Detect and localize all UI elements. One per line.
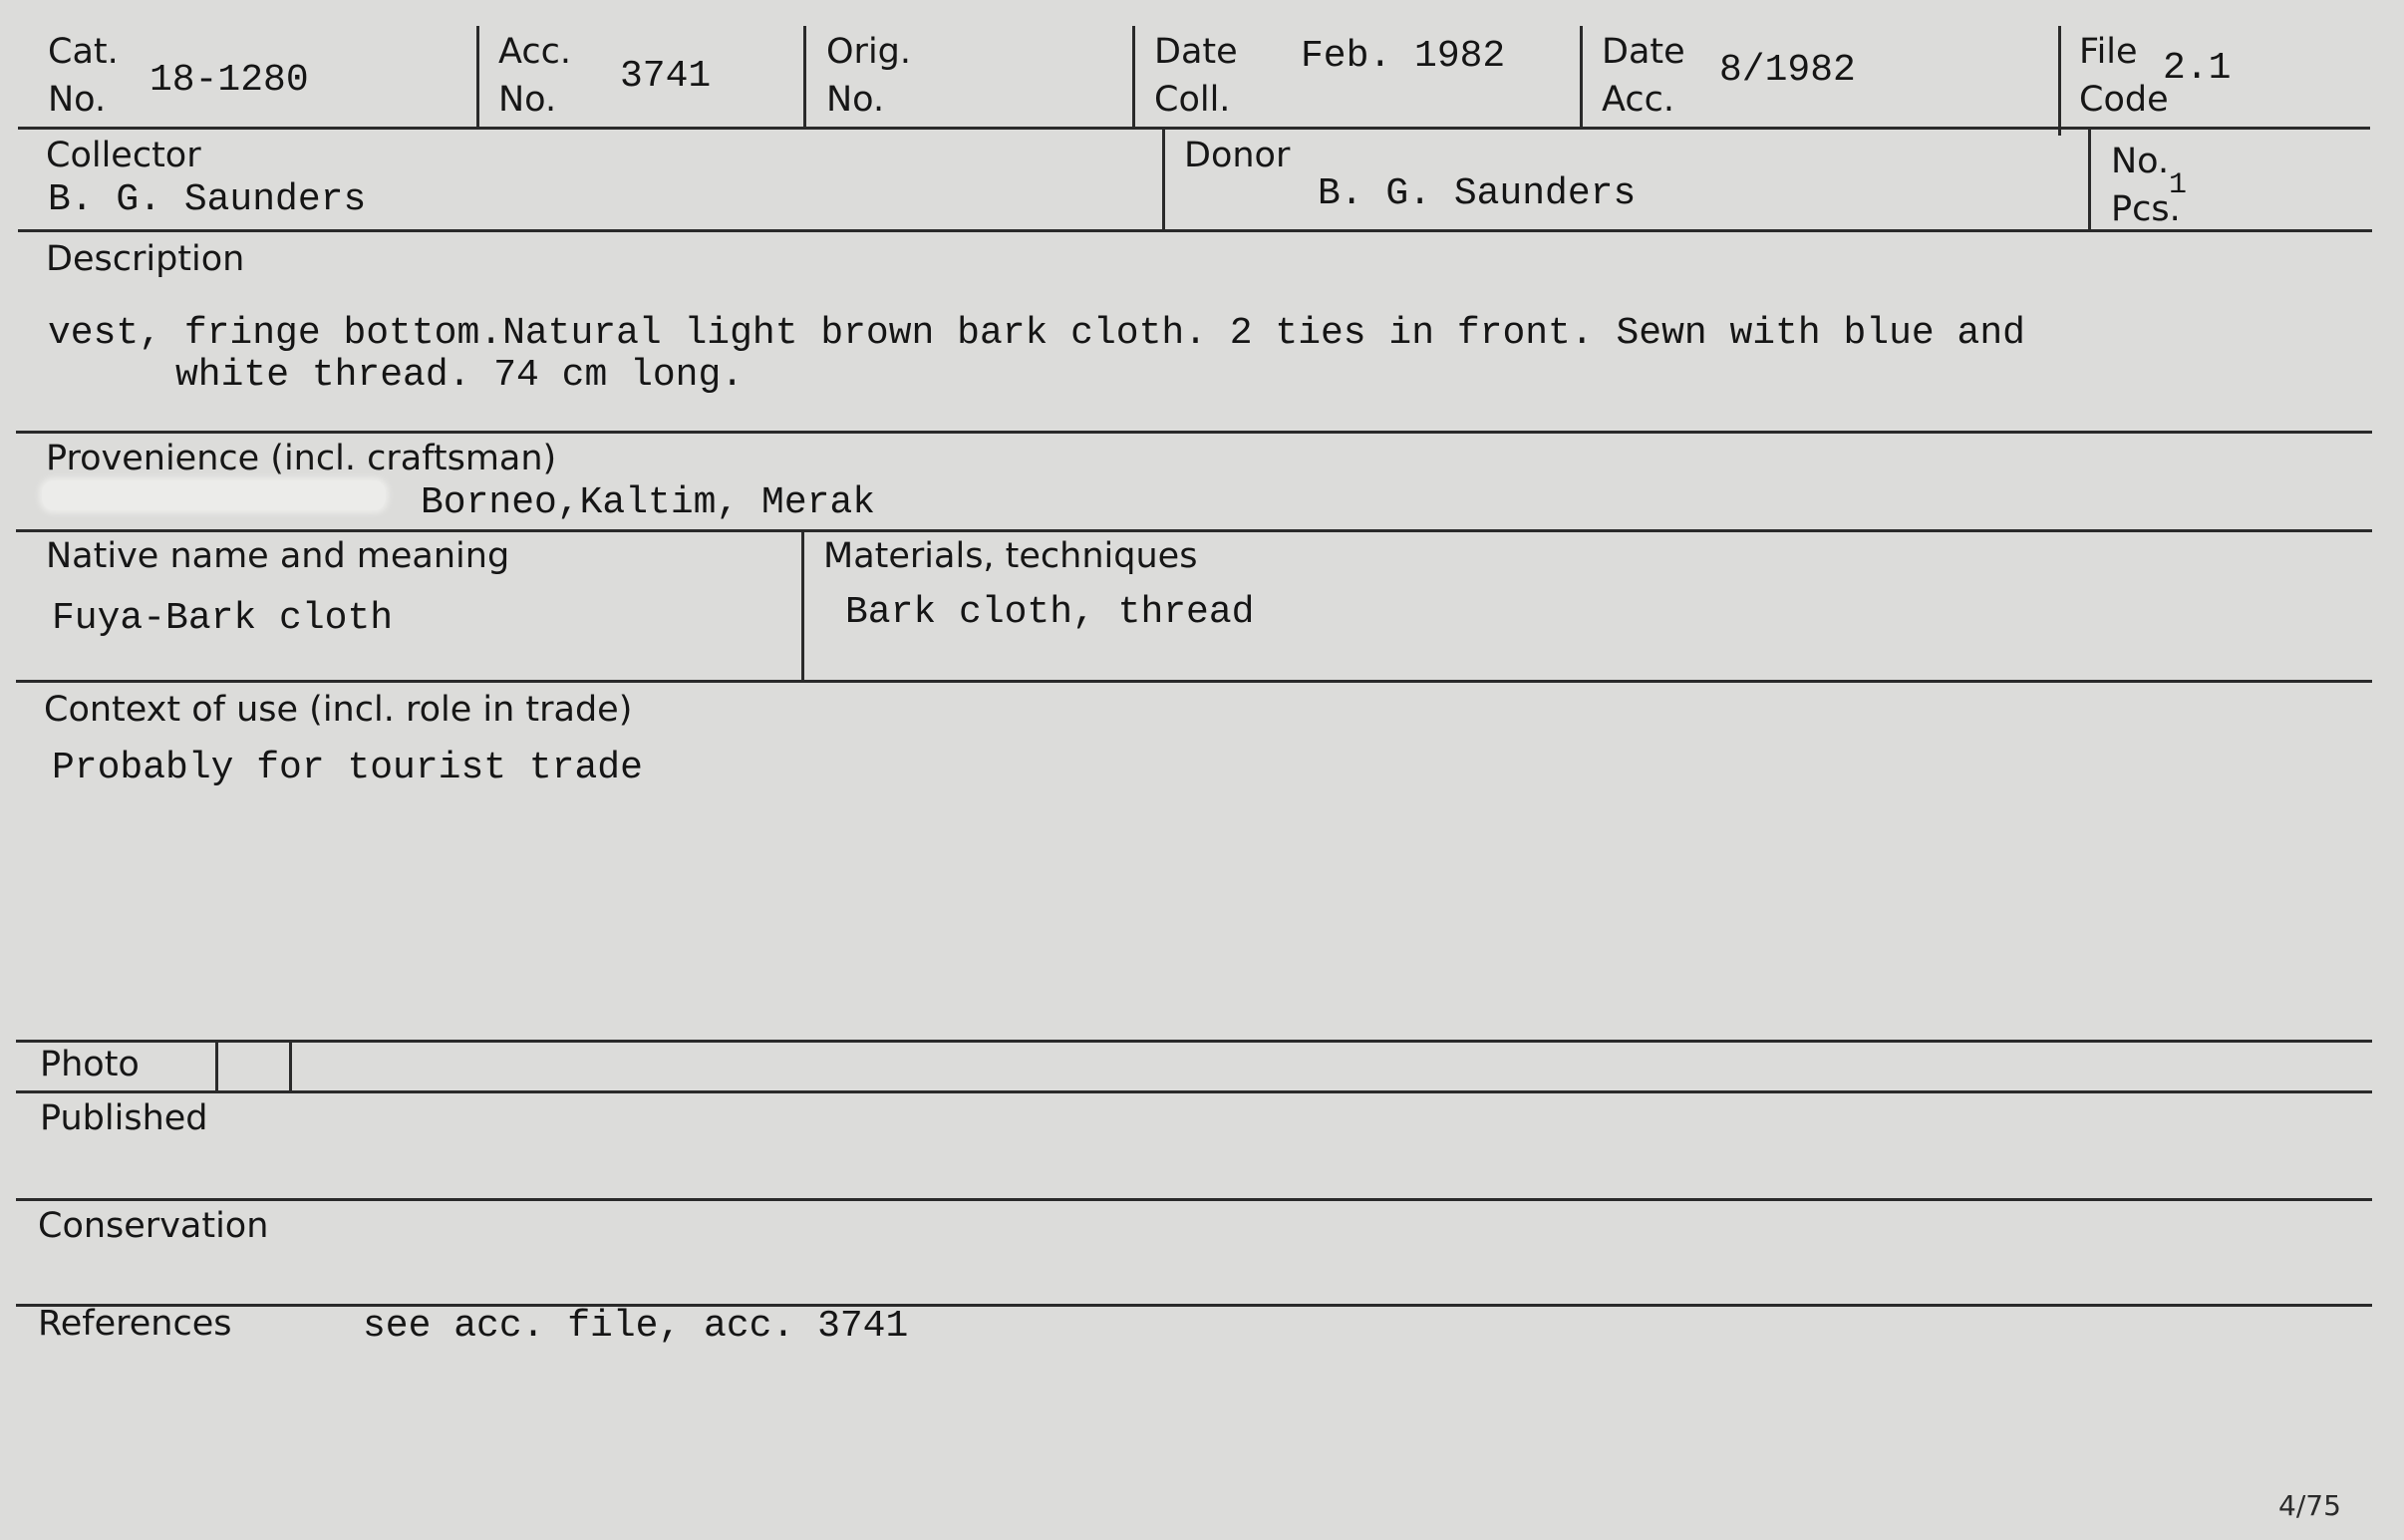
divider-donor-pcs — [2088, 130, 2091, 231]
provenience-value: Borneo,Kaltim, Merak — [421, 481, 876, 524]
file-code-value: 2.1 — [2163, 47, 2232, 90]
date-coll-value: Feb. 1982 — [1301, 35, 1506, 78]
orig-no-label-bottom: No. — [826, 80, 885, 120]
context-label: Context of use (incl. role in trade) — [44, 690, 633, 730]
native-name-label: Native name and meaning — [46, 536, 510, 576]
cat-no-value: 18-1280 — [150, 59, 309, 102]
date-acc-label — [1602, 28, 1685, 124]
date-acc-value: 8/1982 — [1719, 49, 1856, 92]
divider-collector-donor — [1162, 130, 1165, 231]
materials-label: Materials, techniques — [823, 536, 1198, 576]
divider-native-materials — [801, 531, 804, 681]
file-code-label — [2079, 28, 2169, 124]
orig-no-label — [826, 28, 911, 124]
no-pcs-label-bottom: Pcs. — [2111, 189, 2181, 229]
date-coll-label-bottom: Coll. — [1154, 80, 1231, 120]
native-name-value: Fuya-Bark cloth — [52, 597, 394, 640]
collector-label: Collector — [46, 136, 201, 175]
materials-value: Bark cloth, thread — [845, 591, 1255, 634]
references-label: References — [38, 1304, 232, 1344]
photo-box-right — [289, 1040, 292, 1092]
provenience-label: Provenience (incl. craftsman) — [46, 439, 557, 478]
description-line-2: white thread. 74 cm long. — [175, 354, 745, 397]
divider-datecoll-dateacc — [1580, 26, 1583, 130]
donor-label: Donor — [1184, 136, 1291, 175]
date-coll-label — [1154, 28, 1238, 124]
no-pcs-label-top: No. — [2111, 142, 2170, 181]
rule-header-bottom — [18, 127, 2370, 130]
photo-box-left — [215, 1040, 218, 1092]
date-coll-label-top: Date — [1154, 32, 1238, 72]
rule-native-bottom — [16, 680, 2372, 683]
collector-value: B. G. Saunders — [48, 178, 367, 221]
acc-no-label-bottom: No. — [498, 80, 557, 120]
file-code-label-bottom: Code — [2079, 80, 2169, 120]
published-label: Published — [40, 1098, 208, 1138]
divider-orig-datecoll — [1132, 26, 1135, 130]
cat-no-label-bottom: No. — [48, 80, 107, 120]
orig-no-label-top: Orig. — [826, 32, 912, 72]
rule-collector-bottom — [18, 229, 2372, 232]
description-label: Description — [46, 239, 245, 279]
divider-dateacc-file — [2058, 26, 2061, 136]
acc-no-label-top: Acc. — [498, 32, 571, 72]
context-value: Probably for tourist trade — [52, 747, 643, 789]
cat-no-label-top: Cat. — [48, 32, 119, 72]
rule-published-bottom — [16, 1198, 2372, 1201]
conservation-label: Conservation — [38, 1206, 269, 1246]
no-pcs-value: 1 — [2169, 168, 2188, 202]
cat-no-label — [48, 28, 119, 124]
rule-photo-bottom — [16, 1090, 2372, 1093]
acc-no-value: 3741 — [620, 55, 712, 98]
divider-cat-acc — [476, 26, 479, 130]
file-code-label-top: File — [2079, 32, 2138, 72]
divider-acc-orig — [803, 26, 806, 130]
date-acc-label-top: Date — [1602, 32, 1685, 72]
references-value: see acc. file, acc. 3741 — [363, 1305, 909, 1348]
donor-value: B. G. Saunders — [1318, 172, 1637, 215]
date-acc-label-bottom: Acc. — [1602, 80, 1674, 120]
rule-provenience-bottom — [16, 529, 2372, 532]
form-number: 4/75 — [2278, 1489, 2341, 1522]
photo-label: Photo — [40, 1045, 140, 1084]
acc-no-label — [498, 28, 571, 124]
redaction-mark — [42, 480, 386, 510]
rule-description-bottom — [16, 431, 2372, 434]
rule-photo-top — [16, 1040, 2372, 1043]
description-line-1: vest, fringe bottom.Natural light brown bark cloth. 2 ties in front. Sewn with blue and — [48, 312, 2025, 355]
